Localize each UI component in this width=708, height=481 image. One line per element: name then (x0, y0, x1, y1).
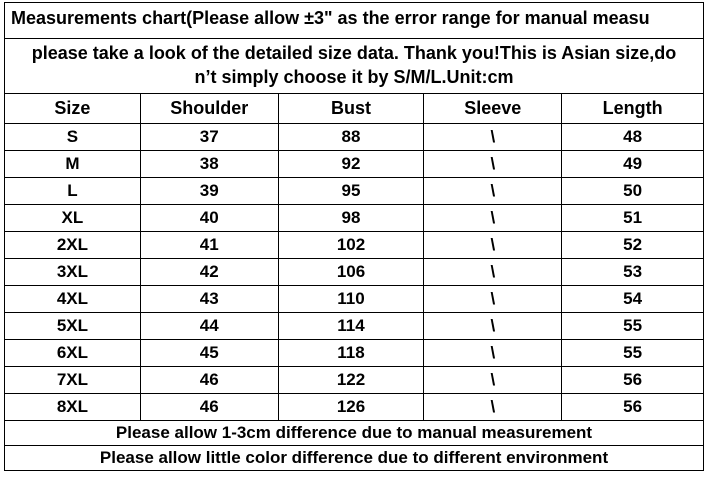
cell-bust: 110 (279, 286, 425, 312)
cell-length: 49 (562, 151, 704, 177)
cell-length: 55 (562, 313, 704, 339)
chart-title-cell (5, 3, 704, 38)
cell-shoulder: 40 (141, 205, 279, 231)
cell-size: 6XL (5, 340, 141, 366)
footer-note-color: Please allow little color difference due to different environment (5, 446, 704, 470)
cell-size: M (5, 151, 141, 177)
subtitle-row (5, 39, 704, 94)
table-header-row (5, 94, 704, 124)
table-row (5, 205, 704, 232)
cell-bust: 92 (279, 151, 425, 177)
cell-bust: 114 (279, 313, 425, 339)
table-row (5, 367, 704, 394)
cell-bust: 118 (279, 340, 425, 366)
size-chart-table (4, 2, 704, 471)
cell-length: 48 (562, 124, 704, 150)
cell-size: 7XL (5, 367, 141, 393)
cell-size: L (5, 178, 141, 204)
table-row (5, 124, 704, 151)
subtitle-cell (5, 39, 704, 93)
cell-size: 3XL (5, 259, 141, 285)
cell-sleeve: \ (424, 286, 562, 312)
footer-note-row (5, 421, 704, 446)
title-row (5, 3, 704, 39)
cell-sleeve: \ (424, 124, 562, 150)
cell-sleeve: \ (424, 340, 562, 366)
cell-size: 8XL (5, 394, 141, 420)
cell-shoulder: 46 (141, 394, 279, 420)
cell-bust: 98 (279, 205, 425, 231)
cell-sleeve: \ (424, 313, 562, 339)
cell-bust: 88 (279, 124, 425, 150)
cell-shoulder: 38 (141, 151, 279, 177)
subtitle-line-2: n’t simply choose it by S/M/L.Unit:cm (194, 67, 514, 87)
cell-shoulder: 44 (141, 313, 279, 339)
cell-size: 5XL (5, 313, 141, 339)
cell-shoulder: 39 (141, 178, 279, 204)
column-header-sleeve: Sleeve (424, 94, 562, 123)
cell-length: 50 (562, 178, 704, 204)
table-row (5, 286, 704, 313)
cell-size: XL (5, 205, 141, 231)
cell-length: 56 (562, 367, 704, 393)
cell-shoulder: 43 (141, 286, 279, 312)
cell-bust: 95 (279, 178, 425, 204)
cell-length: 53 (562, 259, 704, 285)
table-row (5, 259, 704, 286)
column-header-size: Size (5, 94, 141, 123)
cell-bust: 122 (279, 367, 425, 393)
chart-title: Measurements chart(Please allow ±3" as the error range for manual measu (11, 8, 650, 28)
table-row (5, 340, 704, 367)
cell-length: 51 (562, 205, 704, 231)
cell-bust: 102 (279, 232, 425, 258)
cell-size: 4XL (5, 286, 141, 312)
cell-shoulder: 46 (141, 367, 279, 393)
cell-size: 2XL (5, 232, 141, 258)
table-row (5, 394, 704, 421)
cell-sleeve: \ (424, 259, 562, 285)
table-row (5, 151, 704, 178)
column-header-bust: Bust (279, 94, 425, 123)
cell-sleeve: \ (424, 232, 562, 258)
table-row (5, 232, 704, 259)
table-row (5, 178, 704, 205)
cell-length: 54 (562, 286, 704, 312)
cell-length: 55 (562, 340, 704, 366)
cell-sleeve: \ (424, 367, 562, 393)
cell-bust: 106 (279, 259, 425, 285)
cell-size: S (5, 124, 141, 150)
cell-bust: 126 (279, 394, 425, 420)
column-header-shoulder: Shoulder (141, 94, 279, 123)
cell-shoulder: 41 (141, 232, 279, 258)
footer-note-measurement: Please allow 1-3cm difference due to manual measurement (5, 421, 704, 445)
table-body (5, 124, 704, 421)
subtitle-line-1: please take a look of the detailed size data. Thank you!This is Asian size,do (31, 43, 677, 63)
cell-sleeve: \ (424, 151, 562, 177)
cell-length: 56 (562, 394, 704, 420)
cell-sleeve: \ (424, 205, 562, 231)
footer-note-row (5, 446, 704, 471)
cell-sleeve: \ (424, 394, 562, 420)
cell-sleeve: \ (424, 178, 562, 204)
cell-length: 52 (562, 232, 704, 258)
cell-shoulder: 45 (141, 340, 279, 366)
table-row (5, 313, 704, 340)
cell-shoulder: 42 (141, 259, 279, 285)
column-header-length: Length (562, 94, 704, 123)
cell-shoulder: 37 (141, 124, 279, 150)
